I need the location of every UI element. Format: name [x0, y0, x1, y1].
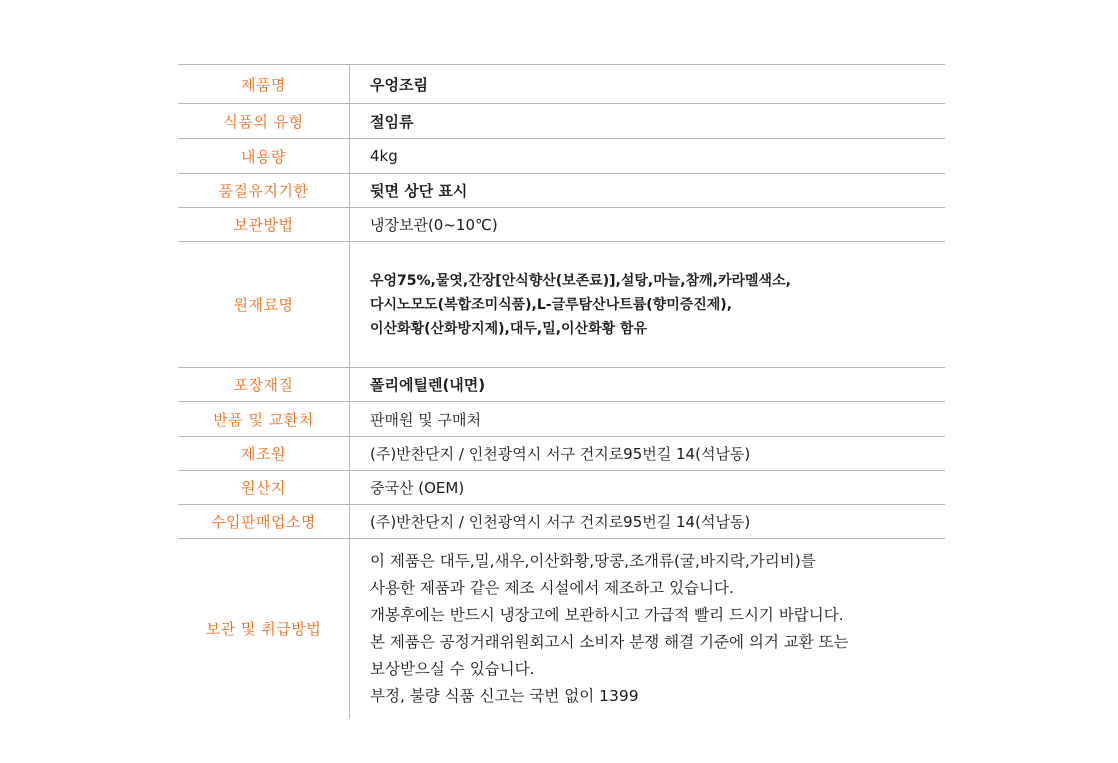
value-packaging: 폴리에틸렌(내면)	[350, 368, 946, 402]
row-handling	[178, 539, 945, 719]
row-ingredients	[178, 242, 945, 368]
product-info-table	[178, 64, 945, 719]
label-net-content: 내용량	[178, 139, 350, 174]
value-manufacturer: (주)반찬단지 / 인천광역시 서구 건지로95번길 14(석남동)	[350, 437, 946, 471]
row-importer	[178, 505, 945, 539]
value-best-before: 뒷면 상단 표시	[350, 174, 946, 208]
row-return-exchange	[178, 402, 945, 437]
label-storage-method: 보관방법	[178, 208, 350, 242]
value-net-content: 4kg	[350, 139, 946, 174]
label-food-type: 식품의 유형	[178, 104, 350, 139]
value-food-type: 절임류	[350, 104, 946, 139]
label-origin: 원산지	[178, 471, 350, 505]
label-return-exchange: 반품 및 교환처	[178, 402, 350, 437]
row-food-type	[178, 104, 945, 139]
row-storage-method	[178, 208, 945, 242]
value-importer: (주)반찬단지 / 인천광역시 서구 건지로95번길 14(석남동)	[350, 505, 946, 539]
value-product-name: 우엉조림	[350, 65, 946, 104]
value-handling: 이 제품은 대두,밀,새우,이산화황,땅콩,조개류(굴,바지락,가리비)를 사용한 제품과 같은 제조 시설에서 제조하고 있습니다. 개봉후에는 반드시 냉장고에 보관하시고 가급적 빨리 드시기 바랍니다. 본 제품은 공정거래위원회고시 소비자 분쟁 해결 기준에 의거 교환 또는 보상받으실 수 있습니다. 부정, 불량 식품 신고는 국번 없이 1399	[350, 539, 946, 719]
value-return-exchange: 판매원 및 구매처	[350, 402, 946, 437]
label-product-name: 제품명	[178, 65, 350, 104]
label-handling: 보관 및 취급방법	[205, 620, 322, 639]
value-ingredients: 우엉75%,물엿,간장[안식향산(보존료)],설탕,마늘,참깨,카라멜색소, 다시노모도(복합조미식품),L-글루탐산나트륨(향미증진제), 이산화황(산화방지제),대두,밀,이산화황 함유	[350, 242, 946, 368]
row-packaging	[178, 368, 945, 402]
value-storage-method: 냉장보관(0~10℃)	[350, 208, 946, 242]
value-origin: 중국산 (OEM)	[350, 471, 946, 505]
row-manufacturer	[178, 437, 945, 471]
row-product-name	[178, 65, 945, 104]
row-origin	[178, 471, 945, 505]
row-best-before	[178, 174, 945, 208]
row-net-content	[178, 139, 945, 174]
label-importer: 수입판매업소명	[178, 505, 350, 539]
label-best-before: 품질유지기한	[178, 174, 350, 208]
label-ingredients: 원재료명	[178, 242, 350, 368]
label-manufacturer: 제조원	[178, 437, 350, 471]
label-packaging: 포장재질	[178, 368, 350, 402]
